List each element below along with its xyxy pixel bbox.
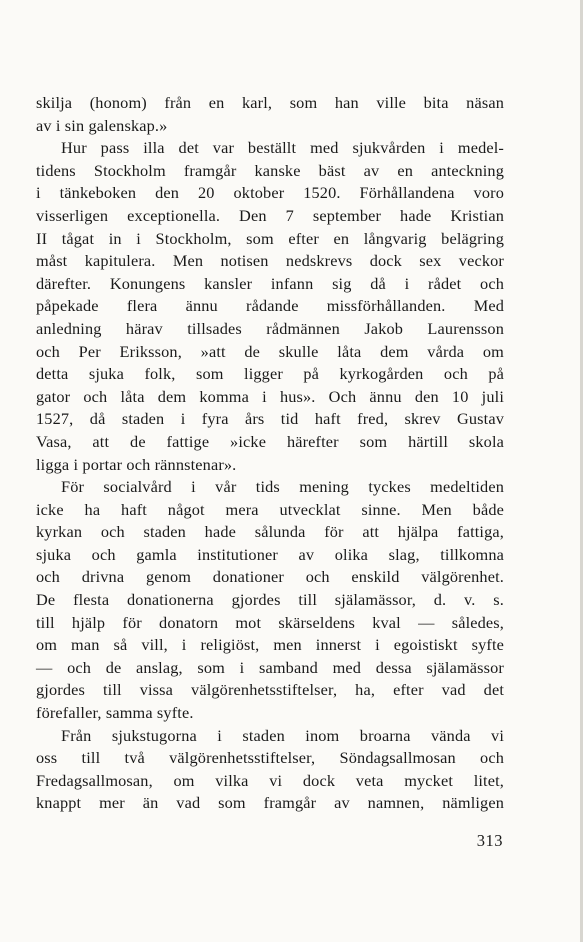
text-line: gjordes till vissa välgörenhetsstiftelser, ha, efter vad det xyxy=(36,680,504,700)
text-line: visserligen exceptionella. Den 7 september hade Kristian xyxy=(36,205,504,225)
body-text xyxy=(36,92,504,815)
text-line: II tågat in i Stockholm, som efter en långvarig belägring xyxy=(36,228,504,248)
text-line: knappt mer än vad som framgår av namnen, nämligen xyxy=(36,793,504,813)
text-line: förefaller, samma syfte. xyxy=(36,703,194,723)
text-line: icke ha haft något mera utvecklat sinne. Men både xyxy=(36,499,504,519)
text-line: Vasa, att de fattige »icke härefter som härtill skola xyxy=(36,431,504,451)
text-line: påpekade flera ännu rådande missförhållanden. Med xyxy=(36,296,504,316)
text-line: Från sjukstugorna i staden inom broarna vända vi xyxy=(61,725,504,745)
text-line: oss till två välgörenhetsstiftelser, Söndagsallmosan och xyxy=(36,748,504,768)
text-line: — och de anslag, som i samband med dessa själamässor xyxy=(36,657,504,677)
text-line: om man så vill, i religiöst, men innerst i egoistiskt syfte xyxy=(36,635,504,655)
text-line: måst kapitulera. Men notisen nedskrevs dock sex veckor xyxy=(36,251,504,271)
text-line: därefter. Konungens kansler infann sig då i rådet och xyxy=(36,273,504,293)
text-line: tidens Stockholm framgår kanske bäst av en anteckning xyxy=(36,160,504,180)
text-line: till hjälp för donatorn mot skärseldens kval — således, xyxy=(36,612,504,632)
text-line: anledning härav tillsades rådmännen Jakob Laurensson xyxy=(36,318,504,338)
page-number: 313 xyxy=(476,831,503,850)
text-line: av i sin galenskap.» xyxy=(36,115,168,135)
text-line: kyrkan och staden hade sålunda för att hjälpa fattiga, xyxy=(36,522,504,542)
text-line: 1527, då staden i fyra års tid haft fred, skrev Gustav xyxy=(36,409,504,429)
text-line: För socialvård i vår tids mening tyckes medeltiden xyxy=(61,477,504,497)
text-line: detta sjuka folk, som ligger på kyrkogården och på xyxy=(36,364,504,384)
text-line: skilja (honom) från en karl, som han ville bita näsan xyxy=(36,93,504,112)
text-line: sjuka och gamla institutioner av olika slag, tillkomna xyxy=(36,544,504,564)
text-line: i tänkeboken den 20 oktober 1520. Förhållandena voro xyxy=(36,183,504,203)
text-line: ligga i portar och rännstenar». xyxy=(36,454,237,474)
text-line: och drivna genom donationer och enskild välgörenhet. xyxy=(36,567,504,587)
text-line: och Per Eriksson, »att de skulle låta dem vårda om xyxy=(36,341,504,361)
text-line: De flesta donationerna gjordes till själamässor, d. v. s. xyxy=(36,590,504,610)
text-line: gator och låta dem komma i hus». Och ännu den 10 juli xyxy=(36,386,504,406)
text-line: Fredagsallmosan, om vilka vi dock veta mycket litet, xyxy=(36,770,504,790)
text-line: Hur pass illa det var beställt med sjukvården i medel- xyxy=(61,138,504,158)
